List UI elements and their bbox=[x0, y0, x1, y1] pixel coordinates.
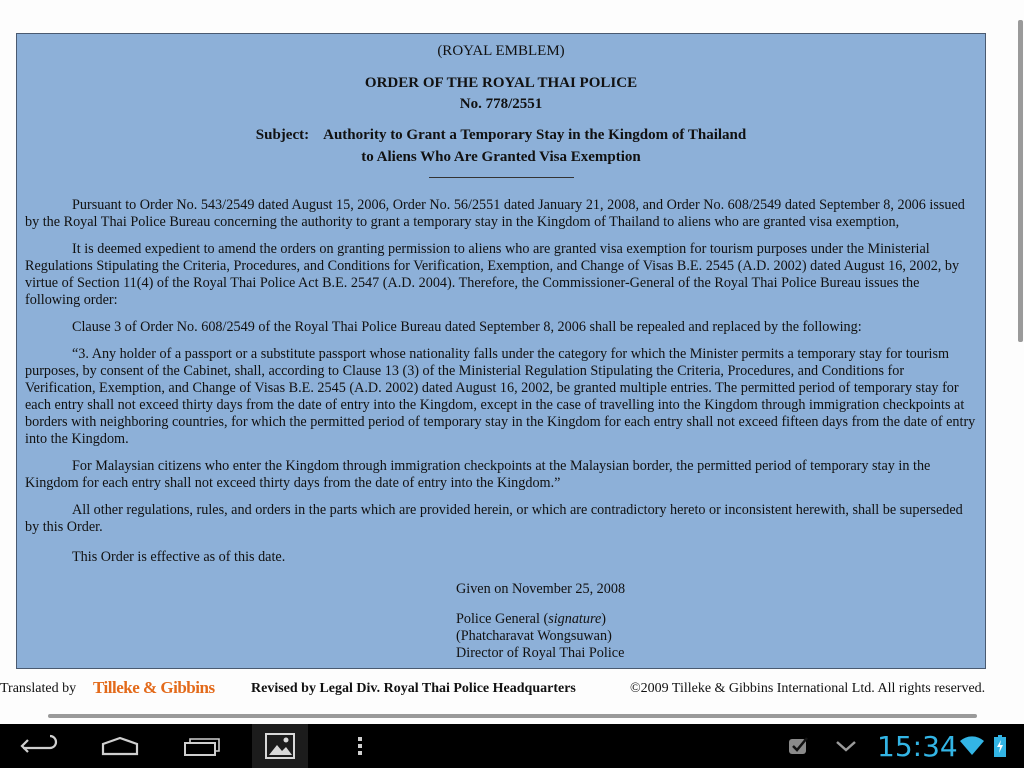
overflow-menu-icon bbox=[357, 736, 363, 756]
chevron-down-icon bbox=[835, 739, 857, 753]
status-clock: 15:34 bbox=[877, 730, 958, 763]
notification-button[interactable] bbox=[784, 724, 812, 768]
paragraph-clause-3-intro: Clause 3 of Order No. 608/2549 of the Royal Thai Police Bureau dated September 8, 2006 shall be repealed and replaced by the following: bbox=[72, 319, 862, 335]
royal-emblem-placeholder: (ROYAL EMBLEM) bbox=[437, 43, 565, 59]
wifi-icon bbox=[959, 736, 985, 756]
battery-status bbox=[992, 724, 1008, 768]
paragraph-malaysian: For Malaysian citizens who enter the Kingdom through immigration checkpoints at the Malaysian border, the permitted period of temporary stay in the Kingdom for each entry shall not exceed thirty days from the date of entry into the Kingdom.” bbox=[25, 458, 931, 491]
gallery-app-button[interactable] bbox=[252, 724, 308, 768]
recent-apps-button[interactable] bbox=[180, 724, 224, 768]
signer-rank-text: Police General ( bbox=[456, 611, 549, 627]
paragraph-superseded: All other regulations, rules, and orders in the parts which are provided herein, or which are contradictory hereto or inconsistent herewith, shall be superseded by this Order. bbox=[25, 502, 963, 535]
battery-icon bbox=[994, 735, 1006, 757]
order-title: ORDER OF THE ROYAL THAI POLICE bbox=[364, 75, 638, 91]
tilleke-gibbins-logo: Tilleke & Gibbins bbox=[93, 678, 215, 697]
subject-heading bbox=[25, 124, 977, 168]
signature-note: signature bbox=[548, 611, 602, 627]
home-icon bbox=[100, 735, 140, 757]
checkmark-notification-icon bbox=[787, 736, 809, 756]
signer-name: (Phatcharavat Wongsuwan) bbox=[456, 628, 612, 644]
overflow-menu-button[interactable] bbox=[345, 724, 375, 768]
vertical-scrollbar[interactable] bbox=[1018, 20, 1023, 342]
paragraph-clause-3: “3. Any holder of a passport or a substitute passport whose nationality falls under the category for which the Minister permits a temporary stay for tourism purposes, by consent of the Cabinet, shall, according to Clause 13 (3) of the Ministerial Regulation Stipulating the Criteria, Procedures, and Conditions for Verification, Exemption, and Change of Visas B.E. 2545 (A.D. 2002) dated August 16, 2002, be granted multiple entries. The permitted period of temporary stay for each entry shall not exceed thirty days from the date of entry into the Kingdom, except in the case of travelling into the Kingdom through immigration checkpoints at borders with neighboring countries, for which the permitted period of temporary stay in the Kingdom for each entry shall not exceed fifteen days from the date of entry into the Kingdom. bbox=[25, 346, 976, 447]
recent-apps-icon bbox=[182, 735, 222, 757]
subject-line-2: to Aliens Who Are Granted Visa Exemption bbox=[361, 149, 641, 165]
revised-by-text: Revised by Legal Div. Royal Thai Police Headquarters bbox=[251, 681, 576, 696]
title-divider bbox=[429, 177, 574, 178]
given-date: Given on November 25, 2008 bbox=[456, 581, 626, 597]
order-number: No. 778/2551 bbox=[459, 96, 543, 112]
subject-line-1: Authority to Grant a Temporary Stay in the Kingdom of Thailand bbox=[323, 127, 747, 143]
subject-label: Subject: bbox=[255, 127, 310, 143]
paragraph-expedient: It is deemed expedient to amend the orders on granting permission to aliens who are granted visa exemption for tourism purposes under the Ministerial Regulations Stipulating the Criteria, Procedures, and Conditions for Verification, Exemption, and Change of Visas B.E. 2545 (A.D. 2002) dated August 16, 2002, by virtue of Section 11(4) of the Royal Thai Police Act B.E. 2547 (A.D. 2004). Therefore, the Commissioner-General of the Royal Thai Police Bureau issues the following order: bbox=[25, 241, 960, 308]
translated-by-label: Translated by bbox=[0, 681, 77, 696]
document-page[interactable] bbox=[16, 33, 986, 669]
wifi-status bbox=[957, 724, 987, 768]
signer-rank-close: ) bbox=[601, 611, 606, 627]
gallery-icon bbox=[265, 733, 295, 759]
system-navigation-bar bbox=[0, 724, 1024, 768]
notifications-expand-button[interactable] bbox=[832, 724, 860, 768]
signature-block bbox=[456, 581, 977, 662]
horizontal-scrollbar[interactable] bbox=[48, 714, 977, 718]
back-icon bbox=[20, 734, 60, 758]
paragraph-preamble: Pursuant to Order No. 543/2549 dated August 15, 2006, Order No. 56/2551 dated January 21, 2008, and Order No. 608/2549 dated September 8, 2006 issued by the Royal Thai Police Bureau concerning the authority to grant a temporary stay in the Kingdom of Thailand to aliens who are granted visa exemption, bbox=[25, 197, 965, 230]
signer-rank bbox=[456, 611, 977, 628]
home-button[interactable] bbox=[98, 724, 142, 768]
copyright-text: ©2009 Tilleke & Gibbins International Ltd. All rights reserved. bbox=[630, 681, 986, 696]
paragraph-effective: This Order is effective as of this date. bbox=[72, 549, 286, 565]
back-button[interactable] bbox=[18, 724, 62, 768]
document-footer bbox=[0, 679, 1024, 699]
signer-title: Director of Royal Thai Police bbox=[456, 645, 625, 661]
